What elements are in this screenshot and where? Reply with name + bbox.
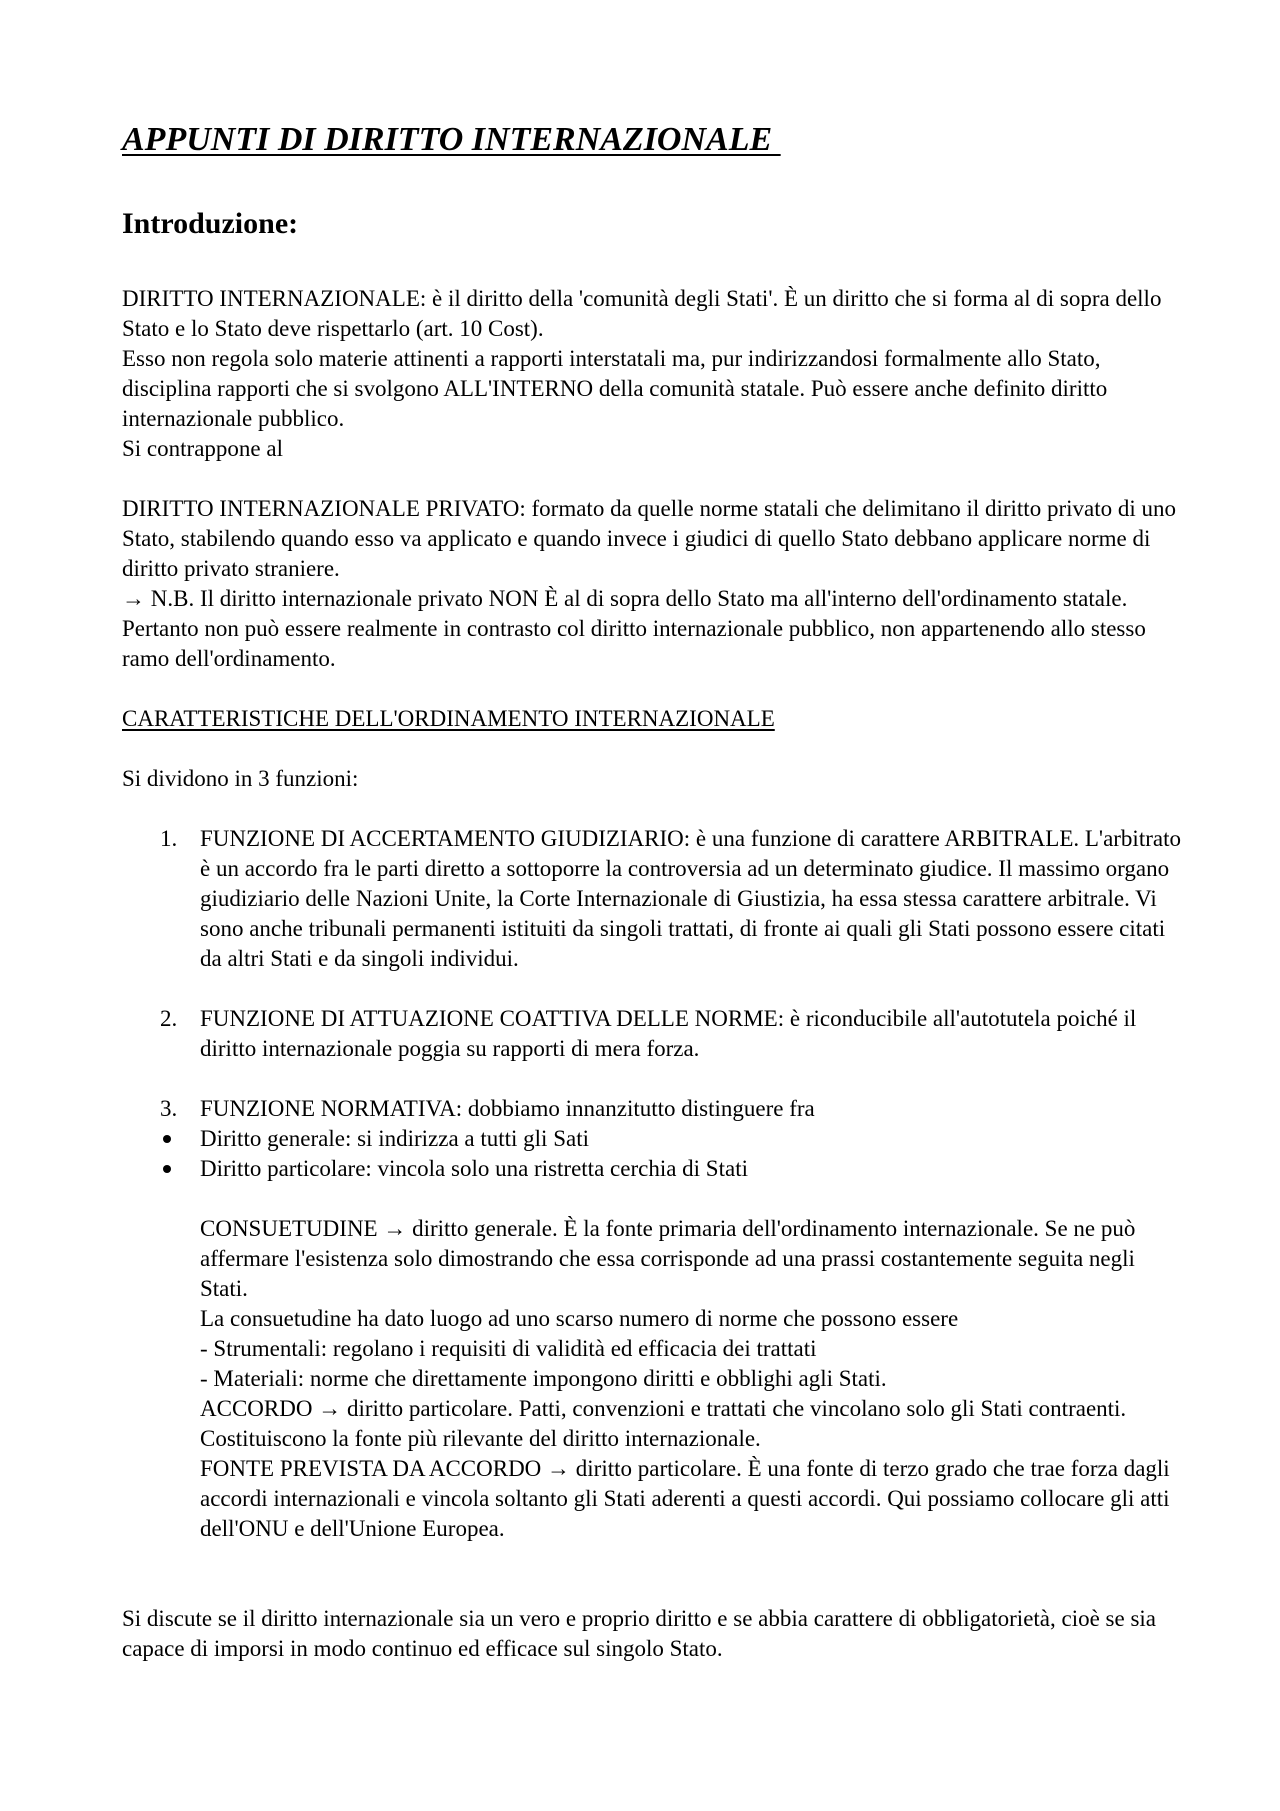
list-number: 1. bbox=[160, 826, 178, 851]
bullet-dot-icon bbox=[163, 1135, 171, 1143]
intro-paragraph: Si contrappone al bbox=[122, 436, 283, 461]
fonti-block bbox=[122, 1214, 1182, 1544]
section-heading: Introduzione: bbox=[122, 207, 299, 240]
list-item bbox=[122, 1094, 1182, 1124]
fonte-paragraph: - Materiali: norme che direttamente impongono diritti e obblighi agli Stati. bbox=[200, 1366, 887, 1391]
list-item-text: FUNZIONE DI ATTUAZIONE COATTIVA DELLE NORME: è riconducibile all'autotutela poiché il diritto internazionale poggia su rapporti di mera forza. bbox=[200, 1006, 1137, 1061]
document-page bbox=[122, 118, 1182, 1664]
fonte-paragraph: - Strumentali: regolano i requisiti di validità ed efficacia dei trattati bbox=[200, 1336, 817, 1361]
list-number: 3. bbox=[160, 1096, 178, 1121]
document-title: APPUNTI DI DIRITTO INTERNAZIONALE bbox=[122, 121, 781, 158]
privato-block bbox=[122, 494, 1182, 674]
bullet-item bbox=[122, 1124, 1182, 1154]
list-item-text: FUNZIONE NORMATIVA: dobbiamo innanzitutto distinguere fra bbox=[200, 1096, 815, 1121]
list-item bbox=[122, 1004, 1182, 1064]
privato-paragraph: DIRITTO INTERNAZIONALE PRIVATO: formato da quelle norme statali che delimitano il diritto privato di uno Stato, stabilendo quando esso va applicato e quando invece i giudici di quello Stato debbano applicare norme di diritto privato straniere. bbox=[122, 496, 1176, 581]
fonte-paragraph: CONSUETUDINE → diritto generale. È la fonte primaria dell'ordinamento internazionale. Se ne può affermare l'esistenza solo dimostrando che essa corrisponde ad una prassi costantemente seguita negli Stati. bbox=[200, 1216, 1136, 1301]
nota-bene-paragraph: → N.B. Il diritto internazionale privato NON È al di sopra dello Stato ma all'interno dell'ordinamento statale. Pertanto non può essere realmente in contrasto col diritto internazionale pubblico, non appartenendo allo stesso ramo dell'ordinamento. bbox=[122, 586, 1146, 671]
intro-paragraph: DIRITTO INTERNAZIONALE: è il diritto della 'comunità degli Stati'. È un diritto che si forma al di sopra dello Stato e lo Stato deve rispettarlo (art. 10 Cost). bbox=[122, 286, 1162, 341]
bullet-list bbox=[122, 1124, 1182, 1184]
list-item-text: FUNZIONE DI ACCERTAMENTO GIUDIZIARIO: è una funzione di carattere ARBITRALE. L'arbitrato è un accordo fra le parti diretto a sottoporre la controversia ad un determinato giudice. Il massimo organo giudiziario delle Nazioni Unite, la Corte Internazionale di Giustizia, ha essa stessa carattere arbitrale. Vi sono anche tribunali permanenti istituiti da singoli trattati, di fronte ai quali gli Stati possono essere citati da altri Stati e da singoli individui. bbox=[200, 826, 1181, 971]
bullet-text: Diritto generale: si indirizza a tutti gli Sati bbox=[200, 1126, 589, 1151]
bullet-text: Diritto particolare: vincola solo una ristretta cerchia di Stati bbox=[200, 1156, 748, 1181]
bullet-item bbox=[122, 1154, 1182, 1184]
intro-block bbox=[122, 284, 1182, 464]
fonte-paragraph: ACCORDO → diritto particolare. Patti, convenzioni e trattati che vincolano solo gli Stati contraenti. Costituiscono la fonte più rilevante del diritto internazionale. bbox=[200, 1396, 1127, 1451]
functions-list bbox=[122, 824, 1182, 1124]
fonte-paragraph: La consuetudine ha dato luogo ad uno scarso numero di norme che possono essere bbox=[200, 1306, 959, 1331]
caratteristiche-intro: Si dividono in 3 funzioni: bbox=[122, 766, 359, 791]
caratteristiche-heading: CARATTERISTICHE DELL'ORDINAMENTO INTERNAZIONALE bbox=[122, 706, 775, 731]
fonte-paragraph: FONTE PREVISTA DA ACCORDO → diritto particolare. È una fonte di terzo grado che trae forza dagli accordi internazionali e vincola soltanto gli Stati aderenti a questi accordi. Qui possiamo collocare gli atti dell'ONU e dell'Unione Europea. bbox=[200, 1456, 1170, 1541]
conclusion-paragraph: Si discute se il diritto internazionale sia un vero e proprio diritto e se abbia carattere di obbligatorietà, cioè se sia capace di imporsi in modo continuo ed efficace sul singolo Stato. bbox=[122, 1606, 1157, 1661]
list-item bbox=[122, 824, 1182, 974]
intro-paragraph: Esso non regola solo materie attinenti a rapporti interstatali ma, pur indirizzandosi formalmente allo Stato, disciplina rapporti che si svolgono ALL'INTERNO della comunità statale. Può essere anche definito diritto internazionale pubblico. bbox=[122, 346, 1108, 431]
list-number: 2. bbox=[160, 1006, 178, 1031]
bullet-dot-icon bbox=[163, 1165, 171, 1173]
